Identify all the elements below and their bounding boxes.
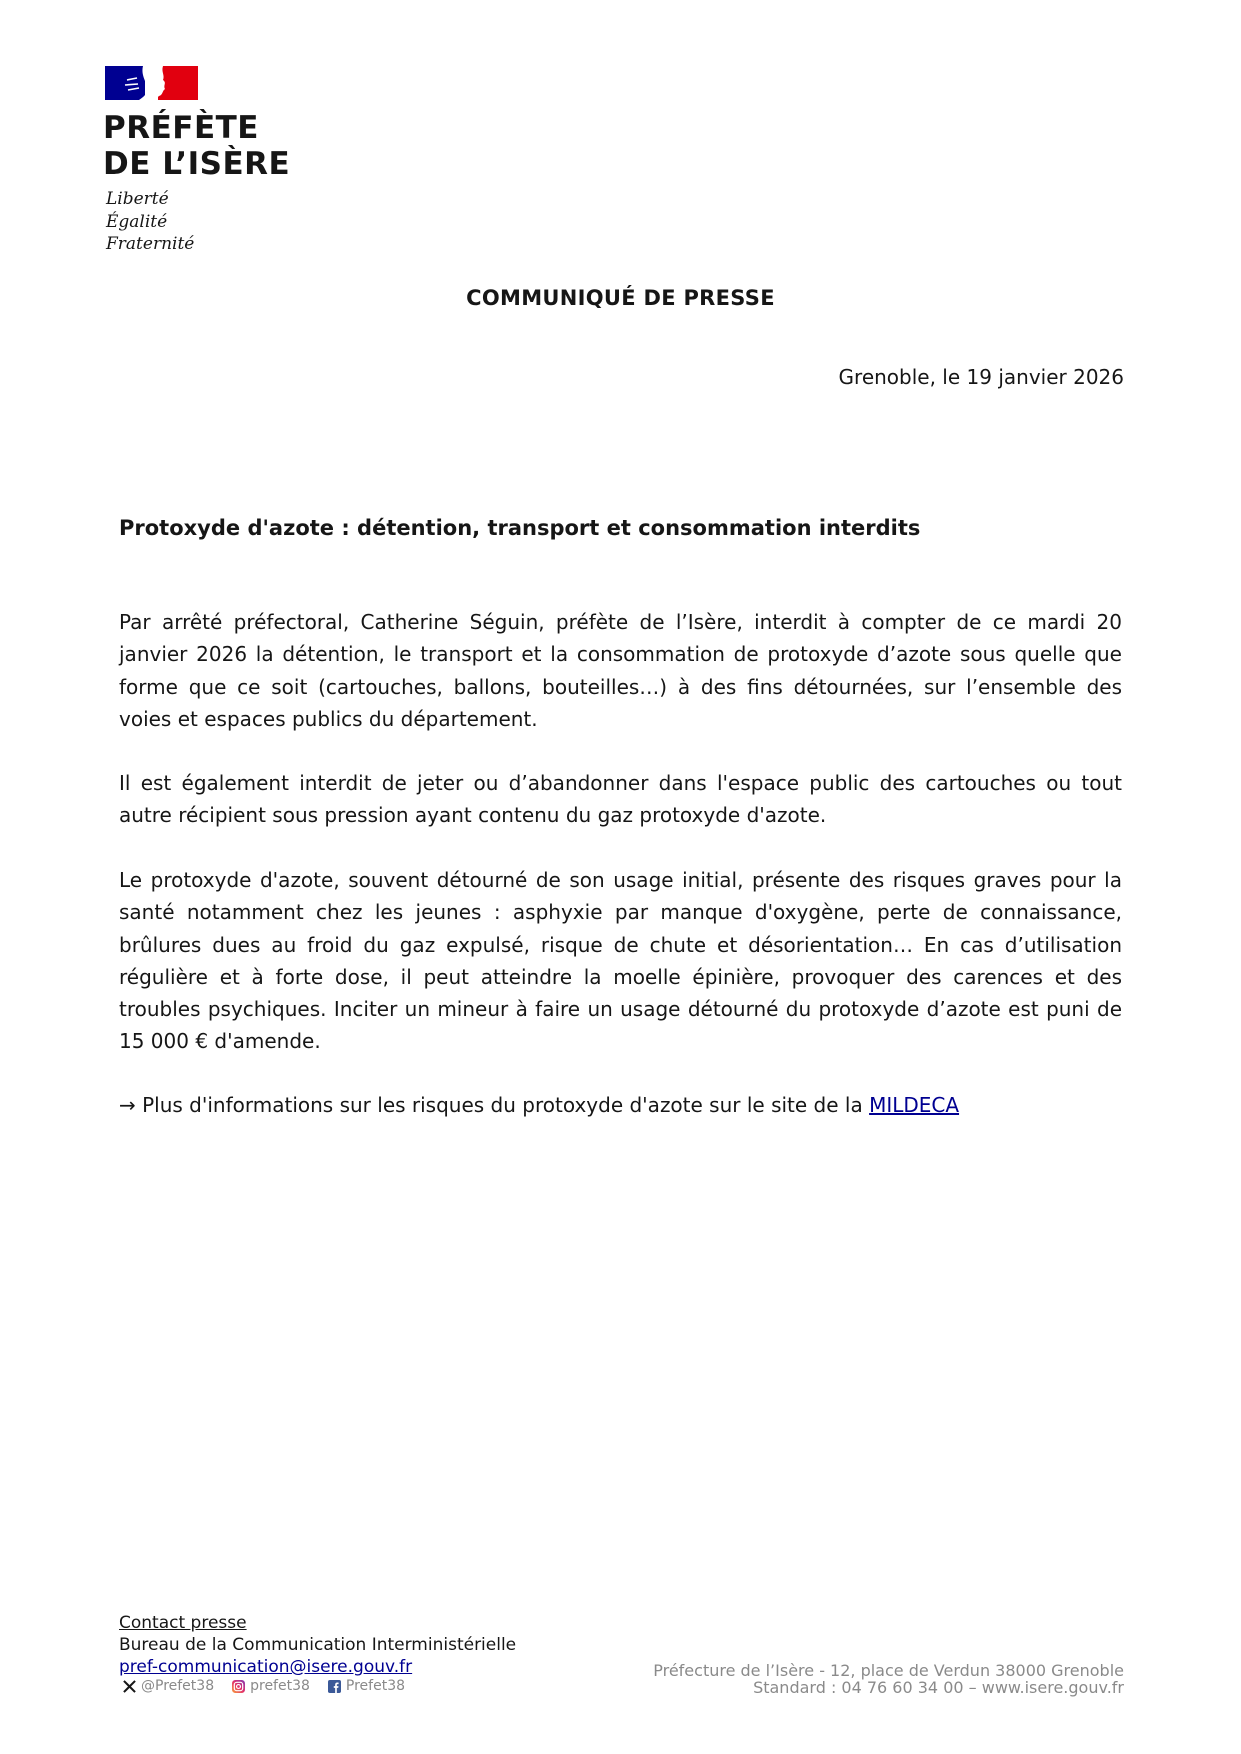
prefecture-address-block bbox=[653, 1662, 1124, 1696]
x-icon bbox=[123, 1680, 136, 1693]
instagram-icon bbox=[232, 1680, 245, 1693]
republic-motto bbox=[106, 188, 194, 256]
social-instagram-label: prefet38 bbox=[250, 1678, 310, 1694]
social-x[interactable] bbox=[123, 1678, 214, 1694]
marianne-flag-logo bbox=[105, 66, 198, 100]
more-info-text: → Plus d'informations sur les risques du protoxyde d'azote sur le site de la bbox=[119, 1093, 870, 1117]
document-type-heading: COMMUNIQUÉ DE PRESSE bbox=[466, 286, 775, 310]
motto-egalite: Égalité bbox=[106, 211, 168, 232]
prefecture-title bbox=[103, 110, 290, 182]
press-release-headline: Protoxyde d'azote : détention, transport et consommation interdits bbox=[119, 516, 921, 540]
place-and-date: Grenoble, le 19 janvier 2026 bbox=[838, 365, 1124, 389]
prefecture-address: Préfecture de l’Isère - 12, place de Verdun 38000 Grenoble bbox=[653, 1661, 1124, 1680]
standard-phone-website: Standard : 04 76 60 34 00 – www.isere.gouv.fr bbox=[753, 1678, 1124, 1697]
social-facebook-label: Prefet38 bbox=[345, 1678, 406, 1694]
mildeca-link[interactable]: MILDECA bbox=[869, 1093, 960, 1117]
facebook-icon bbox=[328, 1680, 341, 1693]
paragraph-risques-sante: Le protoxyde d'azote, souvent détourné de son usage initial, présente des risques graves pour la santé notamment chez les jeunes : asphyxie par manque d'oxygène, perte de connaissance, brûlures dues au froid du gaz expulsé, risque de chute et désorientation… En cas d’utilisation régulière et à forte dose, il peut atteindre la moelle épinière, provoquer des carences et des troubles psychiques. Inciter un mineur à faire un usage détourné du protoxyde d’azote est puni de 15 000 € d'amende. bbox=[119, 868, 1122, 1054]
paragraph-arrete: Par arrêté préfectoral, Catherine Séguin, préfète de l’Isère, interdit à compter de ce mardi 20 janvier 2026 la détention, le transport et la consommation de protoxyde d’azote sous quelle que forme que ce soit (cartouches, ballons, bouteilles…) à des fins détournées, sur l’ensemble des voies et espaces publics du département. bbox=[119, 610, 1122, 731]
social-facebook[interactable] bbox=[328, 1678, 405, 1694]
prefecture-title-line1: PRÉFÈTE bbox=[103, 110, 259, 146]
more-info-line bbox=[119, 1089, 1122, 1121]
contact-email-link[interactable]: pref-communication@isere.gouv.fr bbox=[119, 1657, 413, 1677]
contact-presse-label: Contact presse bbox=[119, 1613, 247, 1633]
social-links bbox=[119, 1678, 516, 1694]
social-x-label: @Prefet38 bbox=[141, 1678, 215, 1694]
paragraph-abandon-interdit: Il est également interdit de jeter ou d’abandonner dans l'espace public des cartouches ou tout autre récipient sous pression ayant contenu du gaz protoxyde d'azote. bbox=[119, 771, 1122, 828]
bureau-name: Bureau de la Communication Interministérielle bbox=[119, 1635, 517, 1655]
social-instagram[interactable] bbox=[232, 1678, 310, 1694]
prefecture-title-line2: DE L’ISÈRE bbox=[103, 146, 291, 182]
motto-liberte: Liberté bbox=[106, 189, 169, 209]
press-contact-block bbox=[119, 1612, 516, 1694]
motto-fraternite: Fraternité bbox=[106, 234, 195, 254]
